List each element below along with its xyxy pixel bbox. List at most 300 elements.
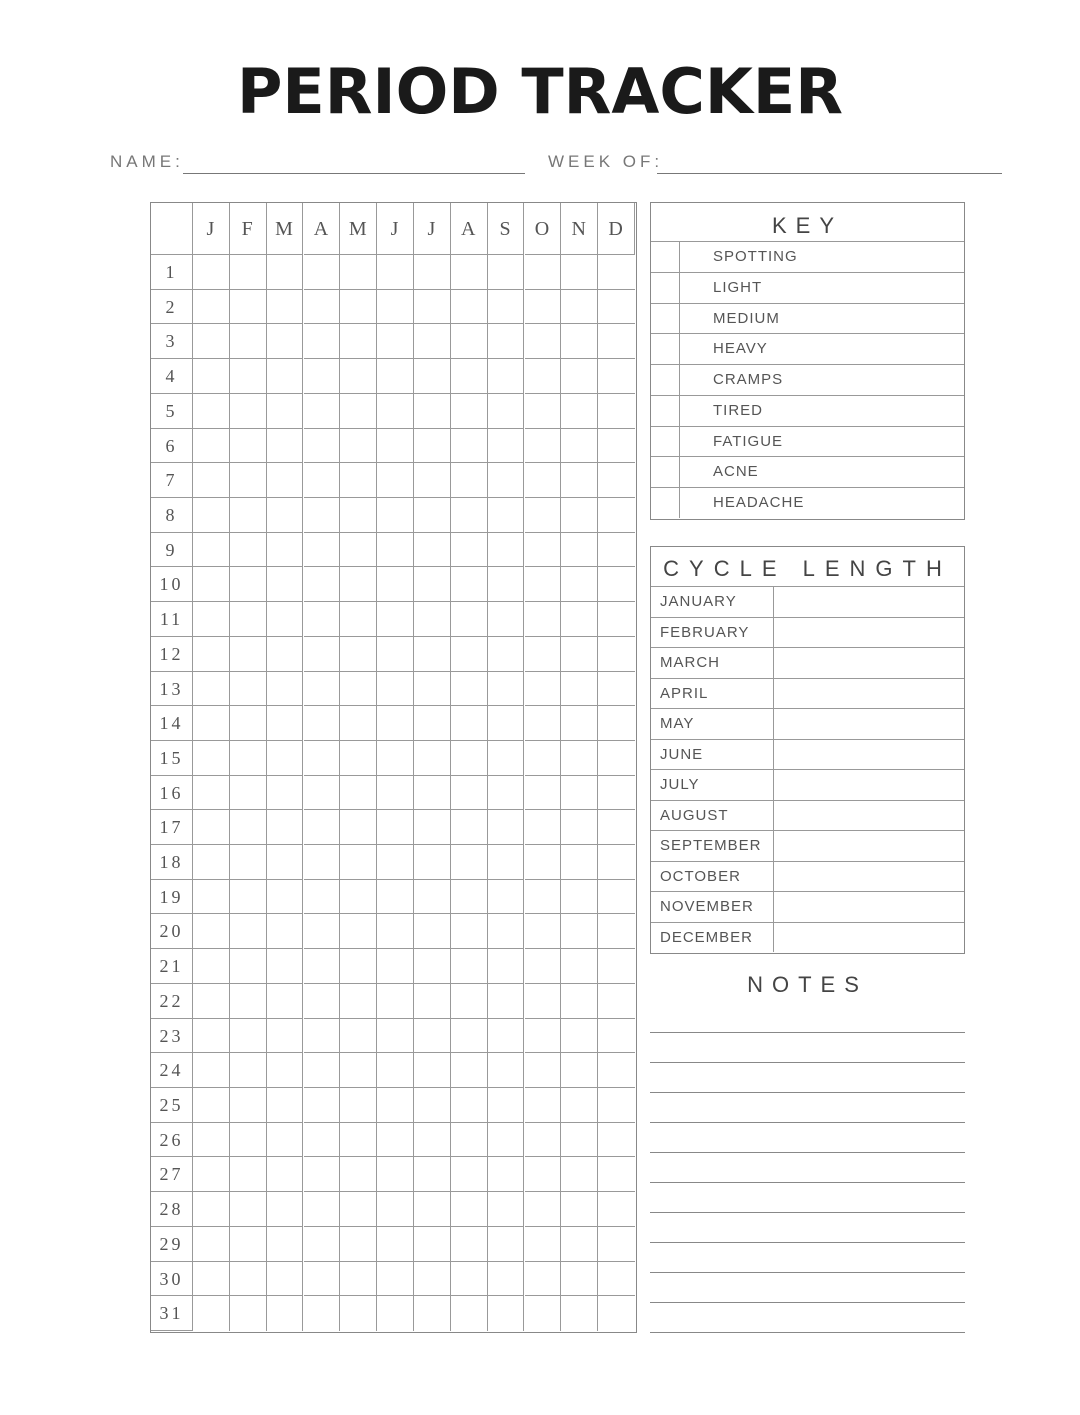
tracker-cell[interactable] xyxy=(598,1088,635,1123)
tracker-cell[interactable] xyxy=(451,463,488,498)
notes-line[interactable] xyxy=(650,1332,965,1333)
notes-line[interactable] xyxy=(650,1242,965,1243)
tracker-cell[interactable] xyxy=(451,1053,488,1088)
tracker-cell[interactable] xyxy=(488,1019,525,1054)
tracker-cell[interactable] xyxy=(267,1019,304,1054)
tracker-cell[interactable] xyxy=(193,845,230,880)
tracker-cell[interactable] xyxy=(304,290,341,325)
tracker-cell[interactable] xyxy=(598,498,635,533)
tracker-cell[interactable] xyxy=(340,359,377,394)
tracker-cell[interactable] xyxy=(598,567,635,602)
tracker-cell[interactable] xyxy=(304,1123,341,1158)
notes-line[interactable] xyxy=(650,1062,965,1063)
tracker-cell[interactable] xyxy=(304,324,341,359)
tracker-cell[interactable] xyxy=(488,1227,525,1262)
tracker-cell[interactable] xyxy=(304,463,341,498)
tracker-cell[interactable] xyxy=(193,706,230,741)
tracker-cell[interactable] xyxy=(304,1019,341,1054)
tracker-cell[interactable] xyxy=(340,776,377,811)
tracker-cell[interactable] xyxy=(414,359,451,394)
tracker-cell[interactable] xyxy=(525,880,562,915)
tracker-cell[interactable] xyxy=(525,463,562,498)
tracker-cell[interactable] xyxy=(377,533,414,568)
notes-line[interactable] xyxy=(650,1032,965,1033)
tracker-cell[interactable] xyxy=(267,637,304,672)
tracker-cell[interactable] xyxy=(304,359,341,394)
tracker-cell[interactable] xyxy=(304,984,341,1019)
tracker-cell[interactable] xyxy=(193,498,230,533)
tracker-cell[interactable] xyxy=(230,776,267,811)
tracker-cell[interactable] xyxy=(377,672,414,707)
tracker-cell[interactable] xyxy=(267,672,304,707)
tracker-cell[interactable] xyxy=(267,984,304,1019)
tracker-cell[interactable] xyxy=(377,706,414,741)
tracker-cell[interactable] xyxy=(230,1053,267,1088)
tracker-cell[interactable] xyxy=(304,255,341,290)
tracker-cell[interactable] xyxy=(414,1157,451,1192)
tracker-cell[interactable] xyxy=(340,672,377,707)
tracker-cell[interactable] xyxy=(598,810,635,845)
tracker-cell[interactable] xyxy=(230,706,267,741)
tracker-cell[interactable] xyxy=(377,1088,414,1123)
tracker-cell[interactable] xyxy=(267,290,304,325)
tracker-cell[interactable] xyxy=(267,394,304,429)
tracker-cell[interactable] xyxy=(488,290,525,325)
tracker-cell[interactable] xyxy=(488,984,525,1019)
tracker-cell[interactable] xyxy=(525,810,562,845)
tracker-cell[interactable] xyxy=(230,1262,267,1297)
tracker-cell[interactable] xyxy=(525,845,562,880)
tracker-cell[interactable] xyxy=(598,741,635,776)
tracker-cell[interactable] xyxy=(525,1088,562,1123)
tracker-cell[interactable] xyxy=(414,1262,451,1297)
tracker-cell[interactable] xyxy=(267,255,304,290)
tracker-cell[interactable] xyxy=(304,810,341,845)
tracker-cell[interactable] xyxy=(340,1296,377,1331)
key-swatch[interactable] xyxy=(651,488,680,518)
tracker-cell[interactable] xyxy=(230,1123,267,1158)
key-swatch[interactable] xyxy=(651,273,680,303)
key-swatch[interactable] xyxy=(651,242,680,272)
tracker-cell[interactable] xyxy=(488,1053,525,1088)
tracker-cell[interactable] xyxy=(598,1053,635,1088)
notes-line[interactable] xyxy=(650,1182,965,1183)
tracker-cell[interactable] xyxy=(451,949,488,984)
tracker-cell[interactable] xyxy=(267,741,304,776)
tracker-cell[interactable] xyxy=(414,637,451,672)
tracker-cell[interactable] xyxy=(598,637,635,672)
tracker-cell[interactable] xyxy=(561,880,598,915)
tracker-cell[interactable] xyxy=(340,810,377,845)
tracker-cell[interactable] xyxy=(598,1227,635,1262)
tracker-cell[interactable] xyxy=(561,533,598,568)
tracker-cell[interactable] xyxy=(451,810,488,845)
tracker-cell[interactable] xyxy=(230,741,267,776)
tracker-cell[interactable] xyxy=(488,394,525,429)
tracker-cell[interactable] xyxy=(267,845,304,880)
tracker-cell[interactable] xyxy=(230,672,267,707)
tracker-cell[interactable] xyxy=(230,845,267,880)
tracker-cell[interactable] xyxy=(414,1192,451,1227)
tracker-cell[interactable] xyxy=(340,255,377,290)
name-field[interactable] xyxy=(183,173,525,174)
tracker-cell[interactable] xyxy=(304,949,341,984)
tracker-cell[interactable] xyxy=(488,776,525,811)
tracker-cell[interactable] xyxy=(267,1192,304,1227)
tracker-cell[interactable] xyxy=(451,429,488,464)
tracker-cell[interactable] xyxy=(193,914,230,949)
tracker-cell[interactable] xyxy=(377,1296,414,1331)
tracker-cell[interactable] xyxy=(451,1019,488,1054)
tracker-cell[interactable] xyxy=(304,429,341,464)
tracker-cell[interactable] xyxy=(488,810,525,845)
tracker-cell[interactable] xyxy=(267,1262,304,1297)
tracker-cell[interactable] xyxy=(525,984,562,1019)
tracker-cell[interactable] xyxy=(561,672,598,707)
tracker-cell[interactable] xyxy=(267,949,304,984)
tracker-cell[interactable] xyxy=(304,1053,341,1088)
tracker-cell[interactable] xyxy=(525,637,562,672)
tracker-cell[interactable] xyxy=(377,1123,414,1158)
tracker-cell[interactable] xyxy=(377,324,414,359)
tracker-cell[interactable] xyxy=(304,914,341,949)
tracker-cell[interactable] xyxy=(414,1227,451,1262)
tracker-cell[interactable] xyxy=(561,463,598,498)
tracker-cell[interactable] xyxy=(451,255,488,290)
tracker-cell[interactable] xyxy=(340,984,377,1019)
tracker-cell[interactable] xyxy=(193,984,230,1019)
tracker-cell[interactable] xyxy=(414,672,451,707)
tracker-cell[interactable] xyxy=(598,845,635,880)
tracker-cell[interactable] xyxy=(488,1088,525,1123)
tracker-cell[interactable] xyxy=(451,1123,488,1158)
tracker-cell[interactable] xyxy=(267,1296,304,1331)
tracker-cell[interactable] xyxy=(598,672,635,707)
tracker-cell[interactable] xyxy=(451,741,488,776)
tracker-cell[interactable] xyxy=(304,1192,341,1227)
tracker-cell[interactable] xyxy=(377,394,414,429)
tracker-cell[interactable] xyxy=(304,567,341,602)
tracker-cell[interactable] xyxy=(561,429,598,464)
tracker-cell[interactable] xyxy=(561,914,598,949)
tracker-cell[interactable] xyxy=(561,845,598,880)
tracker-cell[interactable] xyxy=(598,255,635,290)
tracker-cell[interactable] xyxy=(598,776,635,811)
tracker-cell[interactable] xyxy=(377,1157,414,1192)
tracker-cell[interactable] xyxy=(304,845,341,880)
tracker-cell[interactable] xyxy=(340,1262,377,1297)
key-swatch[interactable] xyxy=(651,334,680,364)
tracker-cell[interactable] xyxy=(525,1053,562,1088)
tracker-cell[interactable] xyxy=(230,359,267,394)
tracker-cell[interactable] xyxy=(377,1053,414,1088)
cycle-length-field[interactable] xyxy=(775,892,964,922)
tracker-cell[interactable] xyxy=(488,637,525,672)
cycle-length-field[interactable] xyxy=(775,801,964,831)
key-swatch[interactable] xyxy=(651,304,680,334)
tracker-cell[interactable] xyxy=(598,290,635,325)
tracker-cell[interactable] xyxy=(414,1296,451,1331)
tracker-cell[interactable] xyxy=(230,394,267,429)
tracker-cell[interactable] xyxy=(598,533,635,568)
tracker-cell[interactable] xyxy=(230,1157,267,1192)
tracker-cell[interactable] xyxy=(451,1227,488,1262)
tracker-cell[interactable] xyxy=(193,880,230,915)
tracker-cell[interactable] xyxy=(377,290,414,325)
tracker-cell[interactable] xyxy=(340,290,377,325)
tracker-cell[interactable] xyxy=(414,706,451,741)
tracker-cell[interactable] xyxy=(488,1192,525,1227)
tracker-cell[interactable] xyxy=(193,949,230,984)
tracker-cell[interactable] xyxy=(304,1262,341,1297)
tracker-cell[interactable] xyxy=(488,498,525,533)
tracker-cell[interactable] xyxy=(451,706,488,741)
tracker-cell[interactable] xyxy=(414,1123,451,1158)
tracker-cell[interactable] xyxy=(340,741,377,776)
tracker-cell[interactable] xyxy=(267,1088,304,1123)
tracker-cell[interactable] xyxy=(414,880,451,915)
tracker-cell[interactable] xyxy=(488,914,525,949)
tracker-cell[interactable] xyxy=(598,429,635,464)
tracker-cell[interactable] xyxy=(377,463,414,498)
tracker-cell[interactable] xyxy=(525,1157,562,1192)
tracker-cell[interactable] xyxy=(488,463,525,498)
tracker-cell[interactable] xyxy=(193,463,230,498)
tracker-cell[interactable] xyxy=(525,776,562,811)
tracker-cell[interactable] xyxy=(561,949,598,984)
tracker-cell[interactable] xyxy=(267,567,304,602)
tracker-cell[interactable] xyxy=(377,637,414,672)
tracker-cell[interactable] xyxy=(451,1262,488,1297)
tracker-cell[interactable] xyxy=(304,672,341,707)
tracker-cell[interactable] xyxy=(340,1227,377,1262)
tracker-cell[interactable] xyxy=(561,776,598,811)
tracker-cell[interactable] xyxy=(488,533,525,568)
tracker-cell[interactable] xyxy=(561,359,598,394)
tracker-cell[interactable] xyxy=(267,498,304,533)
tracker-cell[interactable] xyxy=(377,602,414,637)
tracker-cell[interactable] xyxy=(340,914,377,949)
tracker-cell[interactable] xyxy=(304,1296,341,1331)
tracker-cell[interactable] xyxy=(598,706,635,741)
tracker-cell[interactable] xyxy=(561,741,598,776)
tracker-cell[interactable] xyxy=(488,706,525,741)
tracker-cell[interactable] xyxy=(451,1088,488,1123)
tracker-cell[interactable] xyxy=(340,533,377,568)
tracker-cell[interactable] xyxy=(451,498,488,533)
key-swatch[interactable] xyxy=(651,365,680,395)
tracker-cell[interactable] xyxy=(451,602,488,637)
tracker-cell[interactable] xyxy=(340,602,377,637)
tracker-cell[interactable] xyxy=(414,914,451,949)
tracker-cell[interactable] xyxy=(525,359,562,394)
cycle-length-field[interactable] xyxy=(775,831,964,861)
tracker-cell[interactable] xyxy=(561,567,598,602)
tracker-cell[interactable] xyxy=(340,567,377,602)
tracker-cell[interactable] xyxy=(525,324,562,359)
tracker-cell[interactable] xyxy=(488,845,525,880)
tracker-cell[interactable] xyxy=(561,706,598,741)
tracker-cell[interactable] xyxy=(193,602,230,637)
tracker-cell[interactable] xyxy=(561,1227,598,1262)
tracker-cell[interactable] xyxy=(414,498,451,533)
tracker-cell[interactable] xyxy=(561,498,598,533)
tracker-cell[interactable] xyxy=(488,1123,525,1158)
tracker-cell[interactable] xyxy=(377,567,414,602)
tracker-cell[interactable] xyxy=(488,567,525,602)
tracker-cell[interactable] xyxy=(193,741,230,776)
tracker-cell[interactable] xyxy=(267,706,304,741)
tracker-cell[interactable] xyxy=(267,1227,304,1262)
tracker-cell[interactable] xyxy=(304,776,341,811)
tracker-cell[interactable] xyxy=(230,567,267,602)
tracker-cell[interactable] xyxy=(561,394,598,429)
tracker-cell[interactable] xyxy=(340,845,377,880)
cycle-length-field[interactable] xyxy=(775,709,964,739)
tracker-cell[interactable] xyxy=(598,1157,635,1192)
tracker-cell[interactable] xyxy=(340,637,377,672)
tracker-cell[interactable] xyxy=(340,429,377,464)
tracker-cell[interactable] xyxy=(230,463,267,498)
tracker-cell[interactable] xyxy=(230,1019,267,1054)
tracker-cell[interactable] xyxy=(230,949,267,984)
tracker-cell[interactable] xyxy=(193,394,230,429)
tracker-cell[interactable] xyxy=(340,324,377,359)
tracker-cell[interactable] xyxy=(561,255,598,290)
tracker-cell[interactable] xyxy=(451,672,488,707)
tracker-cell[interactable] xyxy=(414,324,451,359)
tracker-cell[interactable] xyxy=(193,324,230,359)
tracker-cell[interactable] xyxy=(230,1192,267,1227)
tracker-cell[interactable] xyxy=(340,880,377,915)
tracker-cell[interactable] xyxy=(488,741,525,776)
tracker-cell[interactable] xyxy=(561,290,598,325)
tracker-cell[interactable] xyxy=(414,429,451,464)
tracker-cell[interactable] xyxy=(598,949,635,984)
tracker-cell[interactable] xyxy=(488,429,525,464)
tracker-cell[interactable] xyxy=(230,637,267,672)
tracker-cell[interactable] xyxy=(377,949,414,984)
tracker-cell[interactable] xyxy=(230,290,267,325)
tracker-cell[interactable] xyxy=(340,1053,377,1088)
tracker-cell[interactable] xyxy=(304,880,341,915)
tracker-cell[interactable] xyxy=(561,602,598,637)
tracker-cell[interactable] xyxy=(525,949,562,984)
tracker-cell[interactable] xyxy=(267,1157,304,1192)
tracker-cell[interactable] xyxy=(230,984,267,1019)
tracker-cell[interactable] xyxy=(267,810,304,845)
tracker-cell[interactable] xyxy=(451,776,488,811)
tracker-cell[interactable] xyxy=(230,1227,267,1262)
tracker-cell[interactable] xyxy=(451,567,488,602)
tracker-cell[interactable] xyxy=(414,810,451,845)
tracker-cell[interactable] xyxy=(488,672,525,707)
tracker-cell[interactable] xyxy=(525,1262,562,1297)
tracker-cell[interactable] xyxy=(340,1019,377,1054)
tracker-cell[interactable] xyxy=(230,533,267,568)
tracker-cell[interactable] xyxy=(525,672,562,707)
cycle-length-field[interactable] xyxy=(775,648,964,678)
tracker-cell[interactable] xyxy=(488,1296,525,1331)
tracker-cell[interactable] xyxy=(561,1192,598,1227)
cycle-length-field[interactable] xyxy=(775,862,964,892)
tracker-cell[interactable] xyxy=(377,1192,414,1227)
tracker-cell[interactable] xyxy=(598,324,635,359)
tracker-cell[interactable] xyxy=(451,1296,488,1331)
tracker-cell[interactable] xyxy=(598,914,635,949)
key-swatch[interactable] xyxy=(651,457,680,487)
notes-line[interactable] xyxy=(650,1302,965,1303)
tracker-cell[interactable] xyxy=(598,394,635,429)
tracker-cell[interactable] xyxy=(193,1088,230,1123)
tracker-cell[interactable] xyxy=(414,1088,451,1123)
tracker-cell[interactable] xyxy=(451,637,488,672)
tracker-cell[interactable] xyxy=(525,429,562,464)
tracker-cell[interactable] xyxy=(340,1123,377,1158)
tracker-cell[interactable] xyxy=(377,359,414,394)
tracker-cell[interactable] xyxy=(340,394,377,429)
tracker-cell[interactable] xyxy=(340,463,377,498)
tracker-cell[interactable] xyxy=(451,1192,488,1227)
tracker-cell[interactable] xyxy=(598,880,635,915)
tracker-cell[interactable] xyxy=(340,1088,377,1123)
tracker-cell[interactable] xyxy=(304,637,341,672)
tracker-cell[interactable] xyxy=(414,845,451,880)
tracker-cell[interactable] xyxy=(230,914,267,949)
tracker-cell[interactable] xyxy=(267,324,304,359)
tracker-cell[interactable] xyxy=(414,255,451,290)
tracker-cell[interactable] xyxy=(525,255,562,290)
tracker-cell[interactable] xyxy=(377,776,414,811)
tracker-cell[interactable] xyxy=(304,1227,341,1262)
tracker-cell[interactable] xyxy=(377,429,414,464)
tracker-cell[interactable] xyxy=(193,1019,230,1054)
tracker-cell[interactable] xyxy=(267,359,304,394)
tracker-cell[interactable] xyxy=(525,1192,562,1227)
tracker-cell[interactable] xyxy=(414,741,451,776)
tracker-cell[interactable] xyxy=(525,1123,562,1158)
tracker-cell[interactable] xyxy=(377,1019,414,1054)
tracker-cell[interactable] xyxy=(340,1157,377,1192)
tracker-cell[interactable] xyxy=(525,567,562,602)
tracker-cell[interactable] xyxy=(377,255,414,290)
tracker-cell[interactable] xyxy=(451,880,488,915)
tracker-cell[interactable] xyxy=(525,741,562,776)
key-swatch[interactable] xyxy=(651,396,680,426)
tracker-cell[interactable] xyxy=(525,1019,562,1054)
tracker-cell[interactable] xyxy=(267,880,304,915)
notes-line[interactable] xyxy=(650,1212,965,1213)
tracker-cell[interactable] xyxy=(193,1157,230,1192)
tracker-cell[interactable] xyxy=(193,776,230,811)
tracker-cell[interactable] xyxy=(451,533,488,568)
tracker-cell[interactable] xyxy=(414,567,451,602)
notes-line[interactable] xyxy=(650,1272,965,1273)
tracker-cell[interactable] xyxy=(525,602,562,637)
tracker-cell[interactable] xyxy=(193,637,230,672)
tracker-cell[interactable] xyxy=(451,1157,488,1192)
tracker-cell[interactable] xyxy=(193,290,230,325)
tracker-cell[interactable] xyxy=(193,1227,230,1262)
tracker-cell[interactable] xyxy=(267,533,304,568)
tracker-cell[interactable] xyxy=(451,914,488,949)
tracker-cell[interactable] xyxy=(304,1157,341,1192)
tracker-cell[interactable] xyxy=(414,1019,451,1054)
tracker-cell[interactable] xyxy=(561,1053,598,1088)
tracker-cell[interactable] xyxy=(414,290,451,325)
tracker-cell[interactable] xyxy=(451,394,488,429)
tracker-cell[interactable] xyxy=(598,1019,635,1054)
